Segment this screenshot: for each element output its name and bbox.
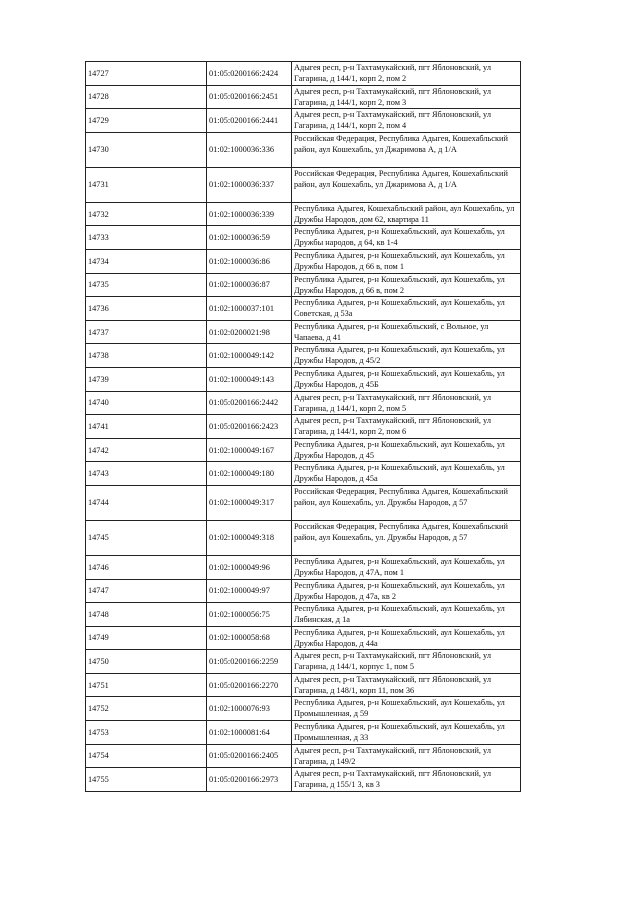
row-number-cell: 14748: [86, 603, 207, 627]
cadastral-number-cell: 01:02:1000056:75: [207, 603, 292, 627]
cadastral-number-cell: 01:02:1000049:317: [207, 485, 292, 520]
row-number-cell: 14747: [86, 579, 207, 603]
table-row: [86, 673, 521, 697]
cadastral-number-cell: 01:02:1000037:101: [207, 297, 292, 321]
row-number-cell: 14738: [86, 344, 207, 368]
cadastral-number-cell: 01:05:0200166:2973: [207, 768, 292, 792]
address-cell: Адыгея респ, р-н Тахтамукайский, пгт Яблоновский, ул Гагарина, д 155/1 3, кв 3: [292, 768, 521, 792]
table-row: [86, 62, 521, 86]
cadastral-number-cell: 01:02:1000049:180: [207, 462, 292, 486]
address-cell: Республика Адыгея, р-н Кошехабльский, аул Кошехабль, ул Дружбы Народов, д 45а: [292, 462, 521, 486]
table-row: [86, 697, 521, 721]
address-cell: Республика Адыгея, р-н Кошехабльский, аул Кошехабль, ул Дружбы Народов, д 47а, кв 2: [292, 579, 521, 603]
table-row: [86, 226, 521, 250]
table-row: [86, 626, 521, 650]
address-cell: Республика Адыгея, р-н Кошехабльский, аул Кошехабль, ул Советская, д 53а: [292, 297, 521, 321]
table-row: [86, 744, 521, 768]
row-number-cell: 14753: [86, 721, 207, 745]
cadastral-number-cell: 01:02:1000049:318: [207, 520, 292, 555]
row-number-cell: 14742: [86, 438, 207, 462]
table-row: [86, 462, 521, 486]
table-row: [86, 249, 521, 273]
cadastral-number-cell: 01:02:1000036:59: [207, 226, 292, 250]
address-cell: Адыгея респ, р-н Тахтамукайский, пгт Яблоновский, ул Гагарина, д 149/2: [292, 744, 521, 768]
cadastral-number-cell: 01:02:0200021:98: [207, 320, 292, 344]
cadastral-number-cell: 01:05:0200166:2405: [207, 744, 292, 768]
row-number-cell: 14731: [86, 167, 207, 202]
table-row: [86, 320, 521, 344]
table-row: [86, 132, 521, 167]
cadastral-number-cell: 01:05:0200166:2424: [207, 62, 292, 86]
row-number-cell: 14746: [86, 555, 207, 579]
row-number-cell: 14735: [86, 273, 207, 297]
table-row: [86, 579, 521, 603]
row-number-cell: 14750: [86, 650, 207, 674]
address-cell: Республика Адыгея, р-н Кошехабльский, с Вольное, ул Чапаева, д 41: [292, 320, 521, 344]
table-row: [86, 202, 521, 226]
address-cell: Республика Адыгея, р-н Кошехабльский, аул Кошехабль, ул Дружбы Народов, д 45Б: [292, 367, 521, 391]
address-cell: Республика Адыгея, р-н Кошехабльский, аул Кошехабль, ул Дружбы Народов, д 44а: [292, 626, 521, 650]
cadastral-number-cell: 01:02:1000036:339: [207, 202, 292, 226]
table-row: [86, 650, 521, 674]
cadastral-number-cell: 01:05:0200166:2423: [207, 415, 292, 439]
row-number-cell: 14727: [86, 62, 207, 86]
cadastral-number-cell: 01:02:1000058:68: [207, 626, 292, 650]
cadastral-number-cell: 01:02:1000049:96: [207, 555, 292, 579]
address-cell: Республика Адыгея, р-н Кошехабльский, аул Кошехабль, ул Дружбы Народов, д 45: [292, 438, 521, 462]
table-row: [86, 415, 521, 439]
table-row: [86, 520, 521, 555]
row-number-cell: 14736: [86, 297, 207, 321]
address-cell: Республика Адыгея, р-н Кошехабльский, аул Кошехабль, ул Дружбы Народов, д 47А, пом 1: [292, 555, 521, 579]
row-number-cell: 14755: [86, 768, 207, 792]
table-row: [86, 485, 521, 520]
address-cell: Республика Адыгея, Кошехабльский район, аул Кошехабль, ул Дружбы Народов, дом 62, квартира 11: [292, 202, 521, 226]
address-cell: Российская Федерация, Республика Адыгея, Кошехабльский район, аул Кошехабль, ул. Дружбы Народов, д 57: [292, 485, 521, 520]
address-cell: Адыгея респ, р-н Тахтамукайский, пгт Яблоновский, ул Гагарина, д 144/1, корп 2, пом 5: [292, 391, 521, 415]
cadastral-number-cell: 01:02:1000049:167: [207, 438, 292, 462]
cadastral-number-cell: 01:05:0200166:2270: [207, 673, 292, 697]
address-cell: Республика Адыгея, р-н Кошехабльский, аул Кошехабль, ул Дружбы Народов, д 66 в, пом 1: [292, 249, 521, 273]
row-number-cell: 14737: [86, 320, 207, 344]
row-number-cell: 14744: [86, 485, 207, 520]
row-number-cell: 14732: [86, 202, 207, 226]
row-number-cell: 14729: [86, 109, 207, 133]
address-cell: Адыгея респ, р-н Тахтамукайский, пгт Яблоновский, ул Гагарина, д 144/1, корпус 1, пом 5: [292, 650, 521, 674]
address-cell: Адыгея респ, р-н Тахтамукайский, пгт Яблоновский, ул Гагарина, д 144/1, корп 2, пом 6: [292, 415, 521, 439]
address-cell: Республика Адыгея, р-н Кошехабльский, аул Кошехабль, ул Лябинская, д 1а: [292, 603, 521, 627]
table-body: [86, 62, 521, 792]
address-cell: Адыгея респ, р-н Тахтамукайский, пгт Яблоновский, ул Гагарина, д 148/1, корп 11, пом 36: [292, 673, 521, 697]
row-number-cell: 14751: [86, 673, 207, 697]
table-row: [86, 109, 521, 133]
row-number-cell: 14741: [86, 415, 207, 439]
row-number-cell: 14739: [86, 367, 207, 391]
table-row: [86, 167, 521, 202]
row-number-cell: 14728: [86, 85, 207, 109]
table-row: [86, 768, 521, 792]
cadastral-number-cell: 01:02:1000049:143: [207, 367, 292, 391]
table-row: [86, 367, 521, 391]
row-number-cell: 14754: [86, 744, 207, 768]
table-row: [86, 273, 521, 297]
address-cell: Адыгея респ, р-н Тахтамукайский, пгт Яблоновский, ул Гагарина, д 144/1, корп 2, пом 4: [292, 109, 521, 133]
row-number-cell: 14740: [86, 391, 207, 415]
table-row: [86, 297, 521, 321]
table-row: [86, 438, 521, 462]
row-number-cell: 14730: [86, 132, 207, 167]
cadastral-number-cell: 01:05:0200166:2259: [207, 650, 292, 674]
address-cell: Республика Адыгея, р-н Кошехабльский, аул Кошехабль, ул Промышленная, д 59: [292, 697, 521, 721]
row-number-cell: 14752: [86, 697, 207, 721]
row-number-cell: 14743: [86, 462, 207, 486]
cadastral-number-cell: 01:02:1000076:93: [207, 697, 292, 721]
row-number-cell: 14745: [86, 520, 207, 555]
address-cell: Республика Адыгея, р-н Кошехабльский, аул Кошехабль, ул Дружбы Народов, д 45/2: [292, 344, 521, 368]
row-number-cell: 14733: [86, 226, 207, 250]
table-row: [86, 391, 521, 415]
cadastral-number-cell: 01:05:0200166:2442: [207, 391, 292, 415]
table-row: [86, 85, 521, 109]
address-cell: Республика Адыгея, р-н Кошехабльский, аул Кошехабль, ул Дружбы Народов, д 66 в, пом 2: [292, 273, 521, 297]
address-cell: Российская Федерация, Республика Адыгея, Кошехабльский район, аул Кошехабль, ул. Дружбы Народов, д 57: [292, 520, 521, 555]
property-table: [85, 61, 521, 792]
table-row: [86, 555, 521, 579]
cadastral-number-cell: 01:02:1000036:87: [207, 273, 292, 297]
cadastral-number-cell: 01:02:1000081:64: [207, 721, 292, 745]
address-cell: Российская Федерация, Республика Адыгея, Кошехабльский район, аул Кошехабль, ул Джаримова А, д 1/А: [292, 167, 521, 202]
address-cell: Адыгея респ, р-н Тахтамукайский, пгт Яблоновский, ул Гагарина, д 144/1, корп 2, пом 3: [292, 85, 521, 109]
address-cell: Республика Адыгея, р-н Кошехабльский, аул Кошехабль, ул Промышленная, д 33: [292, 721, 521, 745]
cadastral-number-cell: 01:02:1000049:142: [207, 344, 292, 368]
table-row: [86, 721, 521, 745]
table-row: [86, 344, 521, 368]
cadastral-number-cell: 01:02:1000036:86: [207, 249, 292, 273]
address-cell: Республика Адыгея, р-н Кошехабльский, аул Кошехабль, ул Дружбы народов, д 64, кв 1-4: [292, 226, 521, 250]
row-number-cell: 14734: [86, 249, 207, 273]
row-number-cell: 14749: [86, 626, 207, 650]
cadastral-number-cell: 01:05:0200166:2451: [207, 85, 292, 109]
cadastral-number-cell: 01:05:0200166:2441: [207, 109, 292, 133]
cadastral-number-cell: 01:02:1000036:336: [207, 132, 292, 167]
cadastral-number-cell: 01:02:1000036:337: [207, 167, 292, 202]
address-cell: Российская Федерация, Республика Адыгея, Кошехабльский район, аул Кошехабль, ул Джаримова А, д 1/А: [292, 132, 521, 167]
address-cell: Адыгея респ, р-н Тахтамукайский, пгт Яблоновский, ул Гагарина, д 144/1, корп 2, пом 2: [292, 62, 521, 86]
cadastral-number-cell: 01:02:1000049:97: [207, 579, 292, 603]
table-row: [86, 603, 521, 627]
